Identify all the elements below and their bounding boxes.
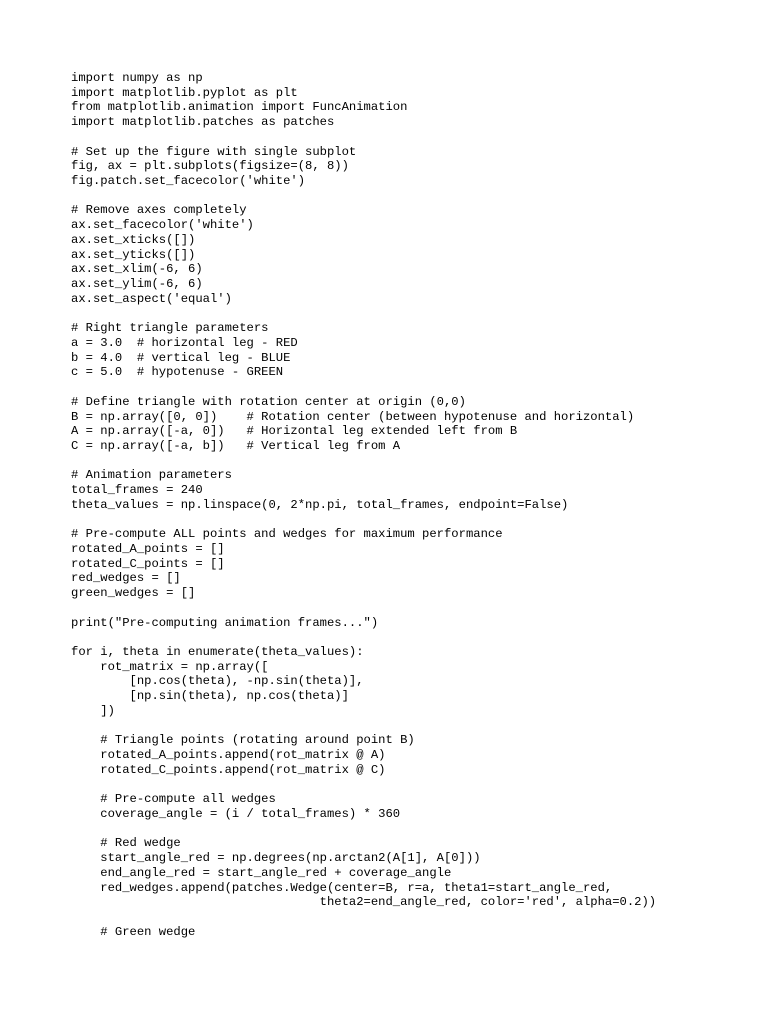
code-line: import matplotlib.patches as patches xyxy=(71,115,335,130)
code-line: rotated_C_points.append(rot_matrix @ C) xyxy=(71,762,386,777)
code-line: rotated_A_points = [] xyxy=(71,542,225,556)
code-line: ax.set_aspect('equal') xyxy=(71,291,232,306)
code-line xyxy=(71,719,656,734)
code-line: ax.set_xlim(-6, 6) xyxy=(71,262,203,277)
code-line: # Define triangle with rotation center at origin (0,0) xyxy=(71,394,466,409)
code-line: b = 4.0 # vertical leg - BLUE xyxy=(71,350,291,365)
code-line: coverage_angle = (i / total_frames) * 360 xyxy=(71,806,401,821)
code-line: theta2=end_angle_red, color='red', alpha=0.2)) xyxy=(71,895,657,910)
code-line: rot_matrix = np.array([ xyxy=(71,659,269,674)
code-line xyxy=(71,513,656,528)
code-line: import numpy as np xyxy=(71,71,203,85)
code-line: fig.patch.set_facecolor('white') xyxy=(71,174,306,189)
code-line: # Pre-compute ALL points and wedges for maximum performance xyxy=(71,527,503,542)
code-line xyxy=(71,778,656,793)
code-line: import matplotlib.pyplot as plt xyxy=(71,85,298,100)
code-line: B = np.array([0, 0]) # Rotation center (between hypotenuse and horizontal) xyxy=(71,409,635,424)
code-line xyxy=(71,822,656,837)
code-line: total_frames = 240 xyxy=(71,483,203,498)
code-line: rotated_A_points.append(rot_matrix @ A) xyxy=(71,748,386,763)
code-line: start_angle_red = np.degrees(np.arctan2(A[1], A[0])) xyxy=(71,851,481,866)
code-line xyxy=(71,130,656,145)
code-line xyxy=(71,189,656,204)
code-line xyxy=(71,910,656,925)
code-line: for i, theta in enumerate(theta_values): xyxy=(71,645,364,660)
code-line: ax.set_ylim(-6, 6) xyxy=(71,277,203,292)
code-line: [np.cos(theta), -np.sin(theta)], xyxy=(71,674,364,689)
code-line: C = np.array([-a, b]) # Vertical leg from A xyxy=(71,438,401,453)
code-line: ]) xyxy=(71,703,115,718)
code-line: ax.set_facecolor('white') xyxy=(71,218,254,233)
code-line: theta_values = np.linspace(0, 2*np.pi, total_frames, endpoint=False) xyxy=(71,497,569,512)
code-line: [np.sin(theta), np.cos(theta)] xyxy=(71,689,349,704)
code-line xyxy=(71,380,656,395)
code-line: fig, ax = plt.subplots(figsize=(8, 8)) xyxy=(71,159,349,174)
code-line xyxy=(71,454,656,469)
code-line: green_wedges = [] xyxy=(71,586,196,601)
code-line: # Set up the figure with single subplot xyxy=(71,144,357,159)
code-line: print("Pre-computing animation frames...") xyxy=(71,615,379,630)
code-line: # Red wedge xyxy=(71,836,181,851)
code-line: red_wedges.append(patches.Wedge(center=B, r=a, theta1=start_angle_red, xyxy=(71,880,613,895)
code-listing xyxy=(71,71,656,939)
code-line: ax.set_yticks([]) xyxy=(71,247,196,262)
code-line xyxy=(71,630,656,645)
code-line: # Triangle points (rotating around point B) xyxy=(71,733,415,748)
code-line: a = 3.0 # horizontal leg - RED xyxy=(71,335,298,350)
code-line: # Right triangle parameters xyxy=(71,321,269,336)
code-line: ax.set_xticks([]) xyxy=(71,232,196,247)
code-line: from matplotlib.animation import FuncAnimation xyxy=(71,100,408,115)
code-line xyxy=(71,601,656,616)
code-line: # Remove axes completely xyxy=(71,203,247,218)
code-line: end_angle_red = start_angle_red + coverage_angle xyxy=(71,865,452,880)
code-line: # Pre-compute all wedges xyxy=(71,792,276,807)
code-line: c = 5.0 # hypotenuse - GREEN xyxy=(71,365,284,380)
code-line: A = np.array([-a, 0]) # Horizontal leg extended left from B xyxy=(71,424,518,439)
code-line: # Green wedge xyxy=(71,924,196,939)
code-line xyxy=(71,307,656,322)
code-line: red_wedges = [] xyxy=(71,571,181,586)
code-line: # Animation parameters xyxy=(71,468,232,483)
code-line: rotated_C_points = [] xyxy=(71,556,225,571)
